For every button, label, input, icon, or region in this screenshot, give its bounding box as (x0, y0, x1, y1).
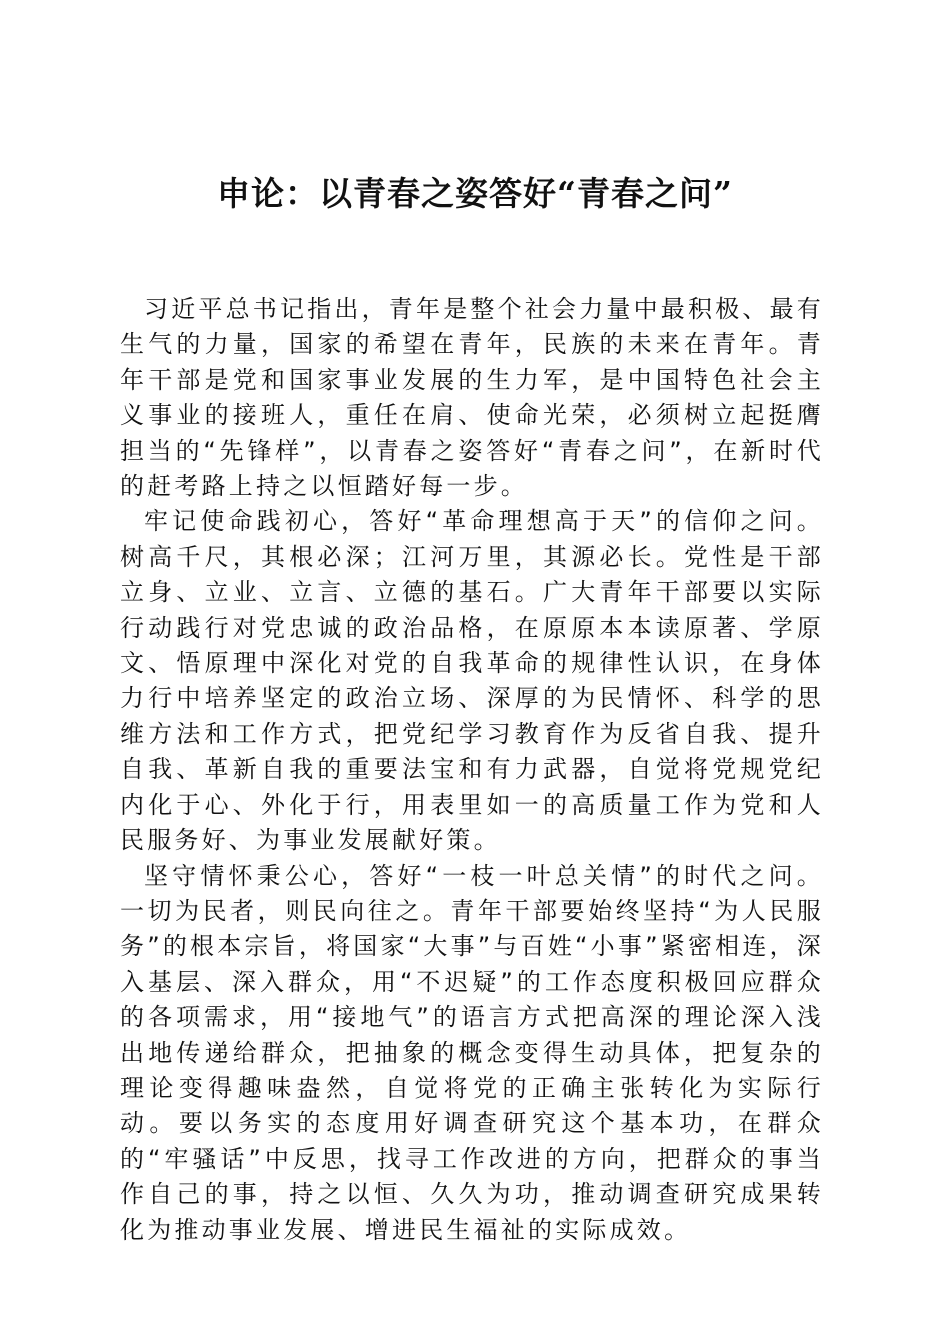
paragraph-3: 坚守情怀秉公心，答好“一枝一叶总关情”的时代之问。一切为民者，则民向往之。青年干部要始终坚持“为人民服务”的根本宗旨，将国家“大事”与百姓“小事”紧密相连，深入基层、深入群众，用“不迟疑”的工作态度积极回应群众的各项需求，用“接地气”的语言方式把高深的理论深入浅出地传递给群众，把抽象的概念变得生动具体，把复杂的理论变得趣味盎然，自觉将党的正确主张转化为实际行动。要以务实的态度用好调查研究这个基本功，在群众的“牢骚话”中反思，找寻工作改进的方向，把群众的事当作自己的事，持之以恒、久久为功，推动调查研究成果转化为推动事业发展、增进民生福祉的实际成效。 (120, 861, 824, 1244)
document-title: 申论：以青春之姿答好“青春之问” (217, 174, 733, 213)
document-body (120, 292, 824, 1248)
paragraph-1: 习近平总书记指出，青年是整个社会力量中最积极、最有生气的力量，国家的希望在青年，民族的未来在青年。青年干部是党和国家事业发展的生力军，是中国特色社会主义事业的接班人，重任在肩、使命光荣，必须树立起挺膺担当的“先锋样”，以青春之姿答好“青春之问”，在新时代的赶考路上持之以恒踏好每一步。 (120, 295, 824, 501)
paragraph-2: 牢记使命践初心，答好“革命理想高于天”的信仰之问。树高千尺，其根必深；江河万里，其源必长。党性是干部立身、立业、立言、立德的基石。广大青年干部要以实际行动践行对党忠诚的政治品格，在原原本本读原著、学原文、悟原理中深化对党的自我革命的规律性认识，在身体力行中培养坚定的政治立场、深厚的为民情怀、科学的思维方法和工作方式，把党纪学习教育作为反省自我、提升自我、革新自我的重要法宝和有力武器，自觉将党规党纪内化于心、外化于行，用表里如一的高质量工作为党和人民服务好、为事业发展献好策。 (120, 507, 824, 855)
